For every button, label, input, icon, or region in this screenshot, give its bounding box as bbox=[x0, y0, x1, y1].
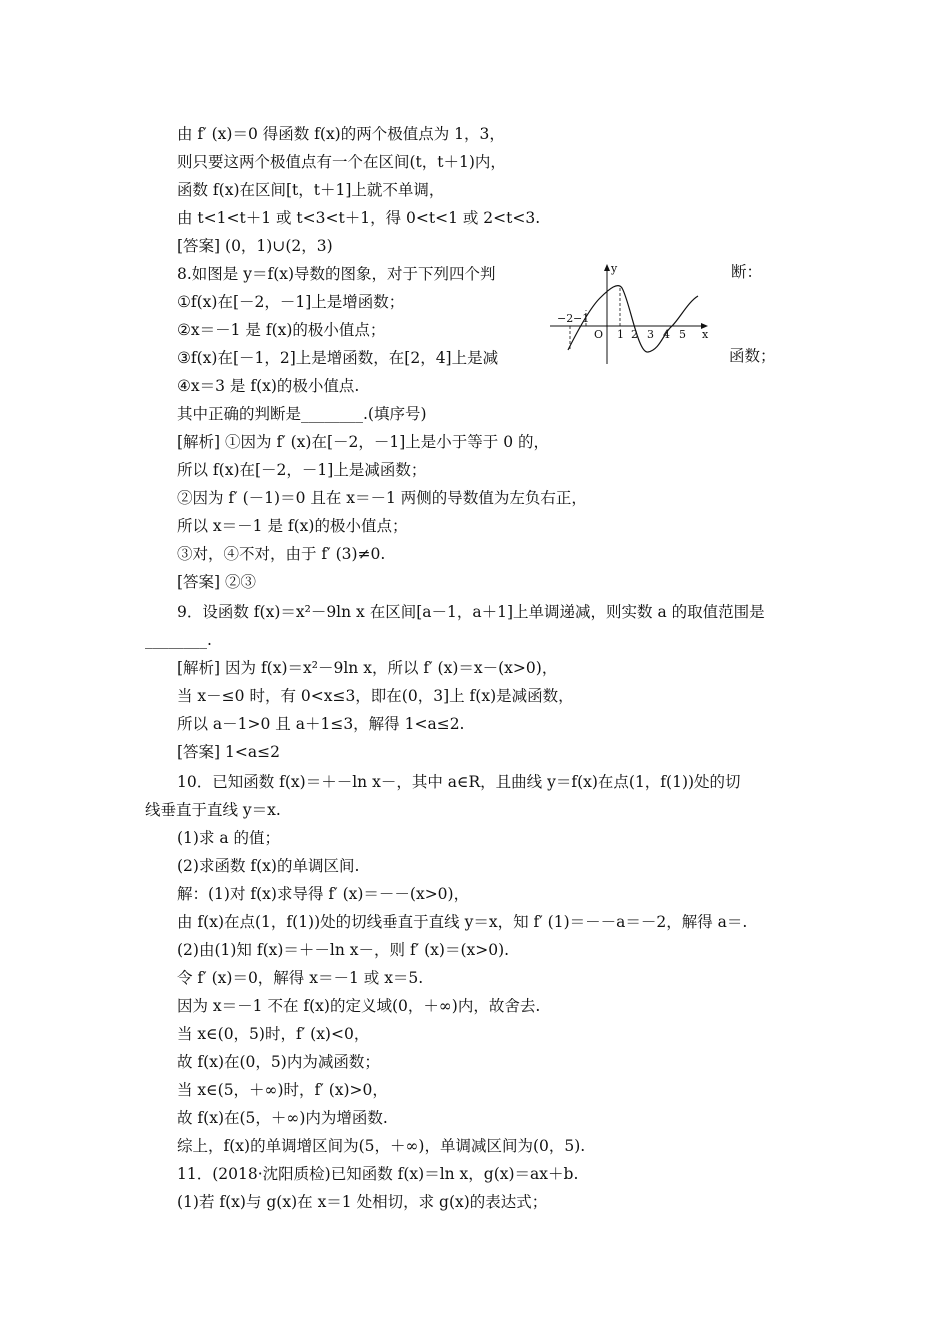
text-line: ④x＝3 是 f(x)的极小值点. bbox=[177, 377, 360, 395]
text-line: (1)求 a 的值； bbox=[177, 829, 281, 847]
text-line: [答案] 1<a≤2 bbox=[177, 743, 280, 761]
text-line: [解析] ①因为 f′ (x)在[－2，－1]上是小于等于 0 的， bbox=[177, 433, 550, 451]
tick-label-minus1: −1 bbox=[573, 312, 590, 325]
text-line: 故 f(x)在(0，5)内为减函数； bbox=[177, 1053, 380, 1071]
text-line: 综上，f(x)的单调增区间为(5，＋∞)，单调减区间为(0，5). bbox=[177, 1137, 586, 1155]
text-line: 由 f′ (x)＝0 得函数 f(x)的两个极值点为 1，3， bbox=[177, 125, 505, 143]
tick-label-4: 4 bbox=[663, 328, 670, 341]
text-line: [答案] ②③ bbox=[177, 573, 257, 591]
text-line: [解析] 因为 f(x)＝x²－9ln x，所以 f′ (x)＝x－(x>0)， bbox=[177, 659, 558, 677]
text-line: 其中正确的判断是________.(填序号) bbox=[177, 405, 427, 423]
text-line: 令 f′ (x)＝0，解得 x＝－1 或 x＝5. bbox=[177, 969, 424, 987]
text-line: 解：(1)对 f(x)求导得 f′ (x)＝－－(x>0)， bbox=[177, 885, 470, 903]
text-line: 线垂直于直线 y＝x. bbox=[145, 801, 281, 819]
text-line: 函数 f(x)在区间[t，t＋1]上就不单调， bbox=[177, 181, 445, 199]
text-line: [答案] (0，1)∪(2，3) bbox=[177, 237, 333, 255]
q8-side-text-2: 函数； bbox=[729, 347, 776, 365]
text-line: 10．已知函数 f(x)＝＋－ln x－，其中 a∈R，且曲线 y＝f(x)在点(1，f(1))处的切 bbox=[177, 773, 741, 791]
text-line: 当 x∈(0，5)时，f′ (x)<0， bbox=[177, 1025, 370, 1043]
text-line: 所以 a－1>0 且 a＋1≤3，解得 1<a≤2. bbox=[177, 715, 465, 733]
origin-label: O bbox=[594, 328, 604, 341]
tick-label-1: 1 bbox=[617, 328, 624, 341]
text-line: (1)若 f(x)与 g(x)在 x＝1 处相切，求 g(x)的表达式； bbox=[177, 1193, 548, 1211]
text-line: 所以 x＝－1 是 f(x)的极小值点； bbox=[177, 517, 408, 535]
text-line: 所以 f(x)在[－2，－1]上是减函数； bbox=[177, 461, 427, 479]
text-line: ③对，④不对，由于 f′ (3)≠0. bbox=[177, 545, 386, 563]
text-line: 由 t<1<t＋1 或 t<3<t＋1，得 0<t<1 或 2<t<3. bbox=[177, 209, 541, 227]
text-line: 故 f(x)在(5，＋∞)内为增函数. bbox=[177, 1109, 388, 1127]
q8-side-text-1: 断： bbox=[731, 263, 763, 281]
derivative-graph bbox=[548, 258, 716, 368]
text-line: 由 f(x)在点(1，f(1))处的切线垂直于直线 y＝x，知 f′ (1)＝－－a＝－2，解得 a＝. bbox=[177, 913, 748, 931]
text-line: 11．(2018·沈阳质检)已知函数 f(x)＝ln x，g(x)＝ax＋b. bbox=[177, 1165, 579, 1183]
text-line: ①f(x)在[－2，－1]上是增函数； bbox=[177, 293, 405, 311]
text-line: 当 x－≤0 时，有 0<x≤3，即在(0，3]上 f(x)是减函数， bbox=[177, 687, 574, 705]
y-axis-arrow bbox=[604, 264, 610, 271]
tick-label-3: 3 bbox=[647, 328, 654, 341]
text-line: (2)由(1)知 f(x)＝＋－ln x－，则 f′ (x)＝(x>0). bbox=[177, 941, 510, 959]
text-line: 当 x∈(5，＋∞)时，f′ (x)>0， bbox=[177, 1081, 388, 1099]
text-line: 则只要这两个极值点有一个在区间(t，t＋1)内， bbox=[177, 153, 506, 171]
text-line: ________. bbox=[145, 631, 212, 649]
y-axis-label: y bbox=[611, 262, 618, 275]
x-axis-label: x bbox=[702, 328, 709, 341]
text-line: 9．设函数 f(x)＝x²－9ln x 在区间[a－1，a＋1]上单调递减，则实数 a 的取值范围是 bbox=[177, 603, 765, 621]
tick-label-5: 5 bbox=[679, 328, 686, 341]
text-line: ②x＝－1 是 f(x)的极小值点； bbox=[177, 321, 386, 339]
tick-label-minus2: −2 bbox=[557, 312, 574, 325]
text-line: (2)求函数 f(x)的单调区间. bbox=[177, 857, 360, 875]
tick-label-2: 2 bbox=[631, 328, 638, 341]
text-line: 因为 x＝－1 不在 f(x)的定义域(0，＋∞)内，故舍去. bbox=[177, 997, 541, 1015]
text-line: 8.如图是 y＝f(x)导数的图象，对于下列四个判 bbox=[177, 265, 496, 283]
text-line: ②因为 f′ (－1)＝0 且在 x＝－1 两侧的导数值为左负右正， bbox=[177, 489, 587, 507]
text-line: ③f(x)在[－1，2]上是增函数，在[2，4]上是减 bbox=[177, 349, 499, 367]
